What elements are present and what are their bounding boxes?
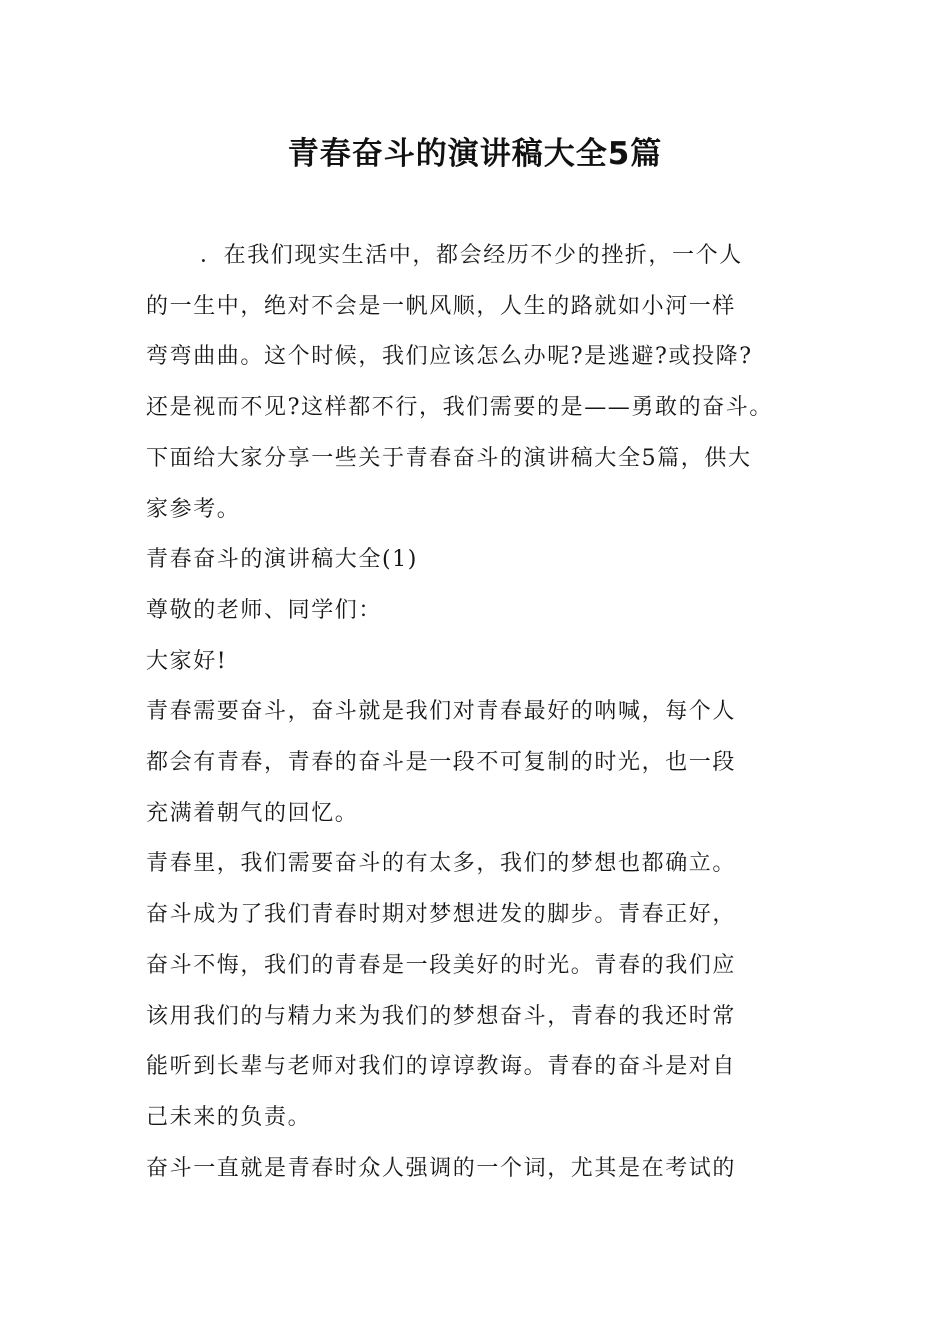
body-text-line: 奋斗不悔，我们的青春是一段美好的时光。青春的我们应 <box>146 952 737 978</box>
body-text-line: 还是视而不见?这样都不行，我们需要的是——勇敢的奋斗。 <box>146 395 773 421</box>
body-text-line: 都会有青春，青春的奋斗是一段不可复制的时光，也一段 <box>146 750 737 775</box>
body-text-line: 充满着朝气的回忆。 <box>146 800 359 826</box>
body-text-line: 弯弯曲曲。这个时候，我们应该怎么办呢?是逃避?或投降? <box>146 344 753 370</box>
body-text-line: 青春里，我们需要奋斗的有太多，我们的梦想也都确立。 <box>146 851 737 877</box>
body-text-line: 奋斗一直就是青春时众人强调的一个词，尤其是在考试的 <box>146 1155 737 1181</box>
body-text-line: 该用我们的与精力来为我们的梦想奋斗，青春的我还时常 <box>146 1003 737 1029</box>
body-text-line: 奋斗成为了我们青春时期对梦想进发的脚步。青春正好， <box>146 902 737 928</box>
body-text-line: 下面给大家分享一些关于青春奋斗的演讲稿大全5篇，供大 <box>146 445 752 471</box>
body-text-line: 青春需要奋斗，奋斗就是我们对青春最好的呐喊，每个人 <box>146 699 737 725</box>
body-text-line: 尊敬的老师、同学们： <box>146 597 383 623</box>
body-text-line: 大家好! <box>146 648 228 674</box>
body-text-line: 家参考。 <box>146 496 241 522</box>
body-text-line: 的一生中，绝对不会是一帆风顺，人生的路就如小河一样 <box>146 293 737 319</box>
body-text-line: 青春奋斗的演讲稿大全(1) <box>146 547 418 573</box>
document-title: 青春奋斗的演讲稿大全5篇 <box>287 136 663 172</box>
body-text-line: 己未来的负责。 <box>146 1104 312 1130</box>
body-text-line: ．在我们现实生活中，都会经历不少的挫折，一个人 <box>200 243 743 268</box>
body-text-line: 能听到长辈与老师对我们的谆谆教诲。青春的奋斗是对自 <box>146 1054 737 1080</box>
